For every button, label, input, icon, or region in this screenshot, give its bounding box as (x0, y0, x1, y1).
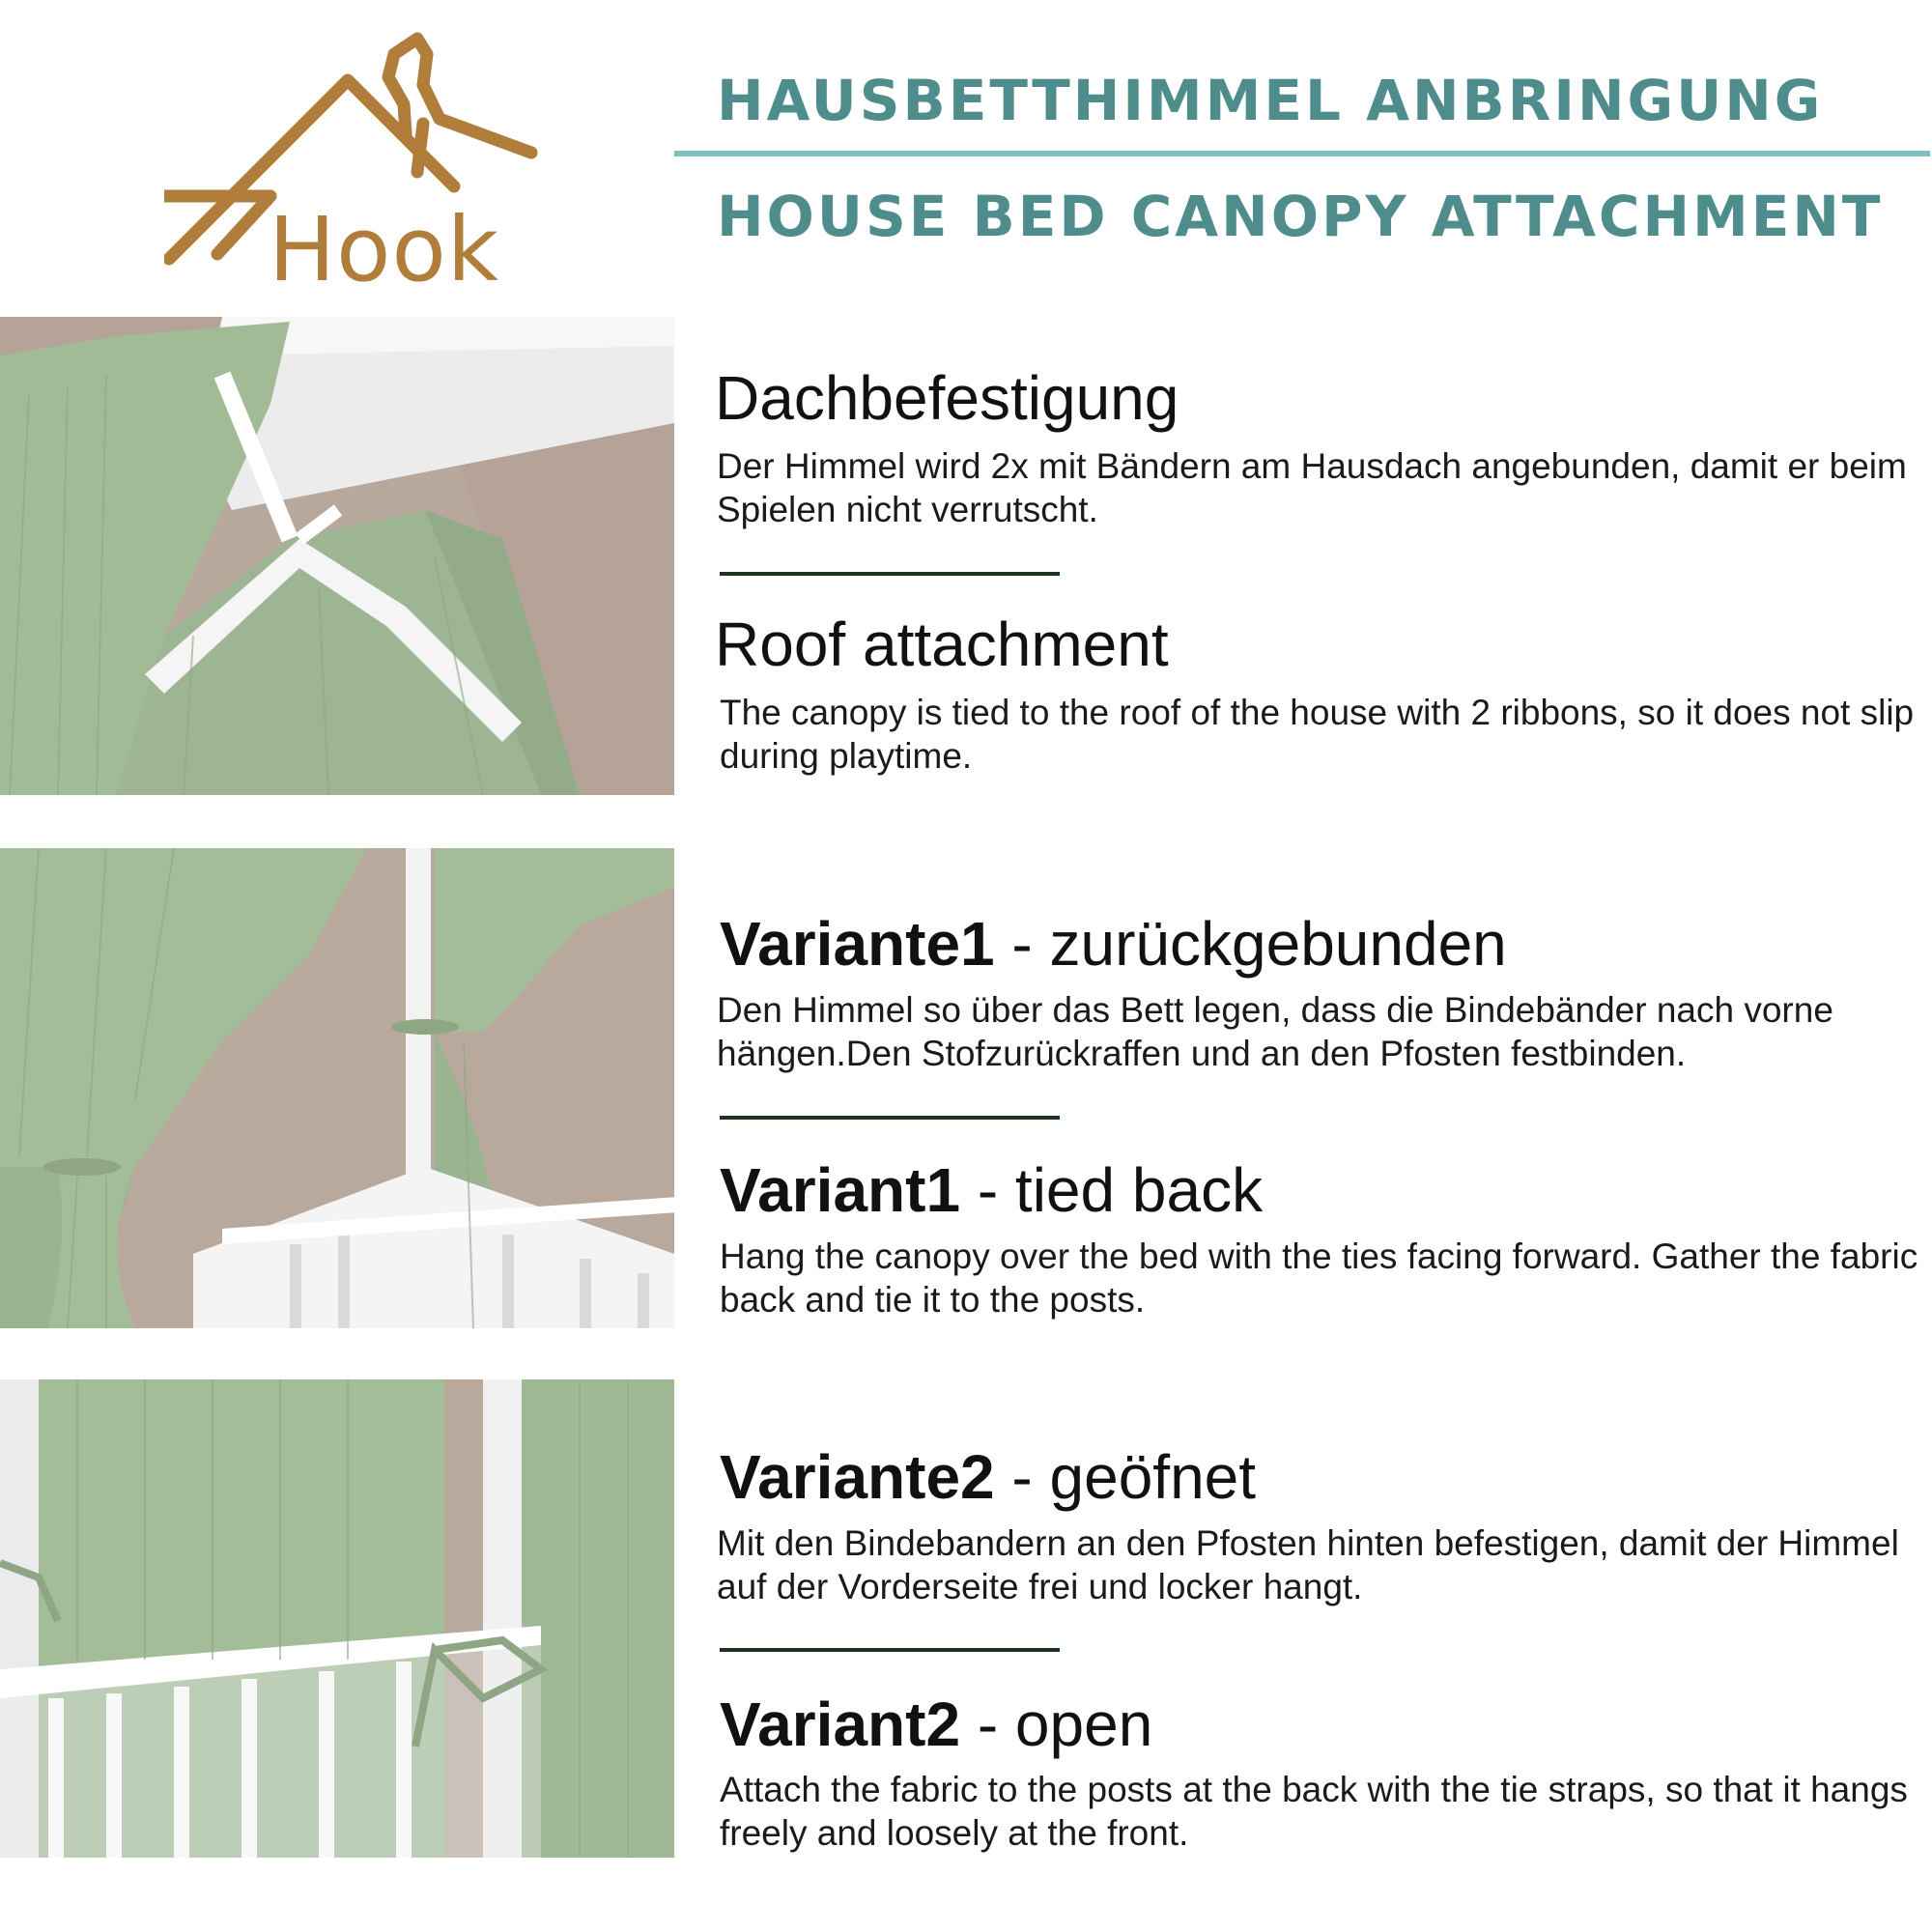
variant1-heading-en-rest: - tied back (960, 1155, 1264, 1225)
variant1-heading-de-bold: Variante1 (720, 909, 995, 979)
variant2-heading-en-bold: Variant2 (720, 1690, 961, 1759)
variant2-heading-de (720, 1441, 1256, 1513)
section-divider (720, 1648, 1060, 1652)
variant1-heading-en-bold: Variant1 (720, 1155, 961, 1225)
variant2-heading-en-rest: - open (960, 1690, 1153, 1759)
variant2-heading-en (720, 1689, 1152, 1760)
roof-attachment-heading-en: Roof attachment (715, 610, 1169, 679)
variant2-text-en: Attach the fabric to the posts at the back with the tie straps, so that it hangs freely and loosely at the front. (720, 1770, 1908, 1853)
variant2-heading-de-bold: Variante2 (720, 1442, 995, 1512)
tied-back-photo (0, 848, 674, 1328)
bird-leg (417, 124, 423, 172)
section-divider (720, 572, 1060, 576)
variant1-heading-de-rest: - zurückgebunden (994, 909, 1507, 979)
title-english: HOUSE BED CANOPY ATTACHMENT (717, 184, 1884, 249)
open-variant-photo (0, 1379, 674, 1858)
roof-attachment-text-de: Der Himmel wird 2x mit Bändern am Hausdach angebunden, damit er beim Spielen nicht verrutscht. (717, 446, 1907, 529)
title-german: HAUSBETTHIMMEL ANBRINGUNG (717, 68, 1824, 133)
variant1-text-de: Den Himmel so über das Bett legen, dass die Bindebänder nach vorne hängen.Den Stofzurückraffen und an den Pfosten festbinden. (717, 990, 1833, 1073)
section-divider (720, 1116, 1060, 1120)
variant1-heading-en (720, 1154, 1263, 1226)
roof-attachment-photo (0, 317, 674, 795)
variant1-text-en: Hang the canopy over the bed with the ties facing forward. Gather the fabric back and tie it to the posts. (720, 1236, 1918, 1320)
variant2-text-de: Mit den Bindebandern an den Pfosten hinten befestigen, damit der Himmel auf der Vorderseite frei und locker hangt. (717, 1523, 1899, 1606)
header-rule (674, 151, 1930, 156)
variant2-heading-de-rest: - geöfnet (994, 1442, 1257, 1512)
bird-outline (388, 39, 531, 153)
roof-attachment-heading-de: Dachbefestigung (715, 363, 1179, 433)
variant1-heading-de (720, 908, 1507, 980)
logo-text: Hook (269, 198, 500, 301)
roof-attachment-text-en: The canopy is tied to the roof of the house with 2 ribbons, so it does not slip during playtime. (720, 693, 1915, 776)
